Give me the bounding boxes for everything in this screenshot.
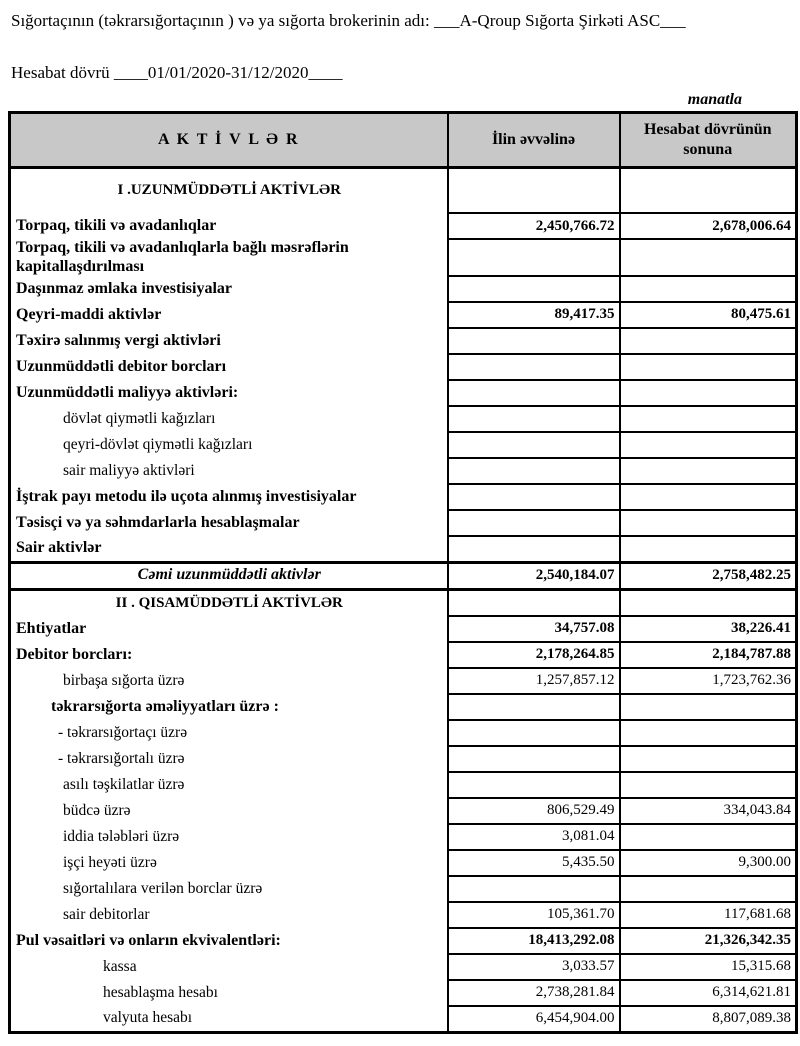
row-label: Debitor borcları: <box>10 642 448 668</box>
row-label: Təsisçi və ya səhmdarlarla hesablaşmalar <box>10 510 448 536</box>
row-label: iddia tələbləri üzrə <box>10 824 448 850</box>
value-period-end: 2,758,482.25 <box>620 562 797 589</box>
row-label: - təkrarsığortalı üzrə <box>10 746 448 772</box>
value-year-start: 2,450,766.72 <box>448 213 620 239</box>
value-period-end <box>620 354 797 380</box>
row-label: I .UZUNMÜDDƏTLİ AKTİVLƏR <box>10 167 448 213</box>
value-period-end <box>620 239 797 276</box>
value-period-end <box>620 380 797 406</box>
value-year-start: 3,033.57 <box>448 954 620 980</box>
row-label: hesablaşma hesabı <box>10 980 448 1006</box>
row-label: sair debitorlar <box>10 902 448 928</box>
column-header-period-end: Hesabat dövrünün sonuna <box>620 112 797 167</box>
row-label: İştrak payı metodu ilə uçota alınmış investisiyalar <box>10 484 448 510</box>
value-year-start <box>448 167 620 213</box>
value-period-end <box>620 406 797 432</box>
value-period-end <box>620 510 797 536</box>
value-period-end <box>620 167 797 213</box>
table-row <box>10 954 797 980</box>
value-period-end: 2,184,787.88 <box>620 642 797 668</box>
value-period-end <box>620 876 797 902</box>
row-label: Qeyri-maddi aktivlər <box>10 302 448 328</box>
value-year-start: 2,178,264.85 <box>448 642 620 668</box>
table-row <box>10 616 797 642</box>
value-year-start <box>448 276 620 302</box>
value-period-end: 8,807,089.38 <box>620 1006 797 1032</box>
row-label: Daşınmaz əmlaka investisiyalar <box>10 276 448 302</box>
value-year-start: 2,540,184.07 <box>448 562 620 589</box>
row-label: işçi heyəti üzrə <box>10 850 448 876</box>
row-label: sığortalılara verilən borclar üzrə <box>10 876 448 902</box>
row-label: Pul vəsaitləri və onların ekvivalentləri: <box>10 928 448 954</box>
value-year-start <box>448 876 620 902</box>
value-period-end <box>620 589 797 616</box>
currency-note: manatla <box>687 90 742 108</box>
table-row <box>10 458 797 484</box>
value-year-start <box>448 589 620 616</box>
table-row <box>10 850 797 876</box>
value-year-start: 34,757.08 <box>448 616 620 642</box>
value-year-start <box>448 239 620 276</box>
table-row <box>10 380 797 406</box>
insurer-name-line: Sığortaçının (təkrarsığortaçının ) və ya sığorta brokerinin adı: ___A-Qroup Sığorta Şirkəti ASC___ <box>11 11 686 30</box>
value-year-start <box>448 484 620 510</box>
value-period-end <box>620 432 797 458</box>
value-year-start <box>448 406 620 432</box>
row-label: qeyri-dövlət qiymətli kağızları <box>10 432 448 458</box>
value-period-end: 21,326,342.35 <box>620 928 797 954</box>
value-period-end <box>620 484 797 510</box>
table-row <box>10 354 797 380</box>
value-year-start <box>448 510 620 536</box>
row-label: valyuta hesabı <box>10 1006 448 1032</box>
table-row <box>10 746 797 772</box>
value-year-start <box>448 536 620 562</box>
row-label: təkrarsığorta əməliyyatları üzrə : <box>10 694 448 720</box>
table-row <box>10 510 797 536</box>
value-year-start: 89,417.35 <box>448 302 620 328</box>
value-period-end <box>620 276 797 302</box>
row-label: asılı təşkilatlar üzrə <box>10 772 448 798</box>
row-label: Uzunmüddətli debitor borcları <box>10 354 448 380</box>
assets-table-header <box>10 112 797 167</box>
value-period-end <box>620 824 797 850</box>
value-period-end <box>620 458 797 484</box>
section-heading-row <box>10 167 797 213</box>
value-year-start <box>448 772 620 798</box>
table-row <box>10 213 797 239</box>
row-label: - təkrarsığortaçı üzrə <box>10 720 448 746</box>
value-year-start: 2,738,281.84 <box>448 980 620 1006</box>
table-row <box>10 720 797 746</box>
value-period-end: 38,226.41 <box>620 616 797 642</box>
table-row <box>10 772 797 798</box>
row-label: II . QISAMÜDDƏTLİ AKTİVLƏR <box>10 589 448 616</box>
row-label: Uzunmüddətli maliyyə aktivləri: <box>10 380 448 406</box>
row-label: sair maliyyə aktivləri <box>10 458 448 484</box>
row-label: dövlət qiymətli kağızları <box>10 406 448 432</box>
value-period-end: 15,315.68 <box>620 954 797 980</box>
value-year-start: 5,435.50 <box>448 850 620 876</box>
value-period-end: 334,043.84 <box>620 798 797 824</box>
value-period-end <box>620 720 797 746</box>
value-year-start: 1,257,857.12 <box>448 668 620 694</box>
table-row <box>10 239 797 276</box>
table-row <box>10 642 797 668</box>
table-row <box>10 302 797 328</box>
row-label: büdcə üzrə <box>10 798 448 824</box>
value-year-start: 6,454,904.00 <box>448 1006 620 1032</box>
table-row <box>10 824 797 850</box>
table-row <box>10 902 797 928</box>
report-period-line: Hesabat dövrü ____01/01/2020-31/12/2020____ <box>11 63 343 83</box>
value-period-end <box>620 694 797 720</box>
value-year-start: 806,529.49 <box>448 798 620 824</box>
table-row <box>10 484 797 510</box>
value-period-end: 9,300.00 <box>620 850 797 876</box>
row-label: Torpaq, tikili və avadanlıqlarla bağlı məsrəflərin kapitallaşdırılması <box>10 239 448 276</box>
value-period-end: 2,678,006.64 <box>620 213 797 239</box>
row-label: birbaşa sığorta üzrə <box>10 668 448 694</box>
table-row <box>10 694 797 720</box>
value-year-start: 3,081.04 <box>448 824 620 850</box>
assets-table <box>8 111 798 1034</box>
assets-table-body <box>10 167 797 1032</box>
row-label: Cəmi uzunmüddətli aktivlər <box>10 562 448 589</box>
value-period-end <box>620 536 797 562</box>
value-period-end <box>620 328 797 354</box>
value-period-end: 80,475.61 <box>620 302 797 328</box>
total-row <box>10 562 797 589</box>
value-year-start <box>448 720 620 746</box>
column-header-assets: A K T İ V L Ə R <box>10 112 448 167</box>
value-period-end <box>620 772 797 798</box>
value-period-end <box>620 746 797 772</box>
value-year-start <box>448 694 620 720</box>
row-label: Təxirə salınmış vergi aktivləri <box>10 328 448 354</box>
table-row <box>10 406 797 432</box>
value-period-end: 1,723,762.36 <box>620 668 797 694</box>
row-label: Torpaq, tikili və avadanlıqlar <box>10 213 448 239</box>
table-row <box>10 980 797 1006</box>
table-row <box>10 1006 797 1032</box>
table-row <box>10 928 797 954</box>
column-header-year-start: İlin əvvəlinə <box>448 112 620 167</box>
value-year-start: 18,413,292.08 <box>448 928 620 954</box>
value-year-start: 105,361.70 <box>448 902 620 928</box>
table-row <box>10 276 797 302</box>
value-period-end: 117,681.68 <box>620 902 797 928</box>
section-heading-row <box>10 589 797 616</box>
value-year-start <box>448 458 620 484</box>
table-row <box>10 432 797 458</box>
value-year-start <box>448 432 620 458</box>
table-row <box>10 798 797 824</box>
table-row <box>10 876 797 902</box>
value-year-start <box>448 380 620 406</box>
header-row <box>10 112 797 167</box>
value-year-start <box>448 328 620 354</box>
value-period-end: 6,314,621.81 <box>620 980 797 1006</box>
value-year-start <box>448 354 620 380</box>
table-row <box>10 328 797 354</box>
table-row <box>10 668 797 694</box>
value-year-start <box>448 746 620 772</box>
table-row <box>10 536 797 562</box>
row-label: Ehtiyatlar <box>10 616 448 642</box>
row-label: Sair aktivlər <box>10 536 448 562</box>
row-label: kassa <box>10 954 448 980</box>
